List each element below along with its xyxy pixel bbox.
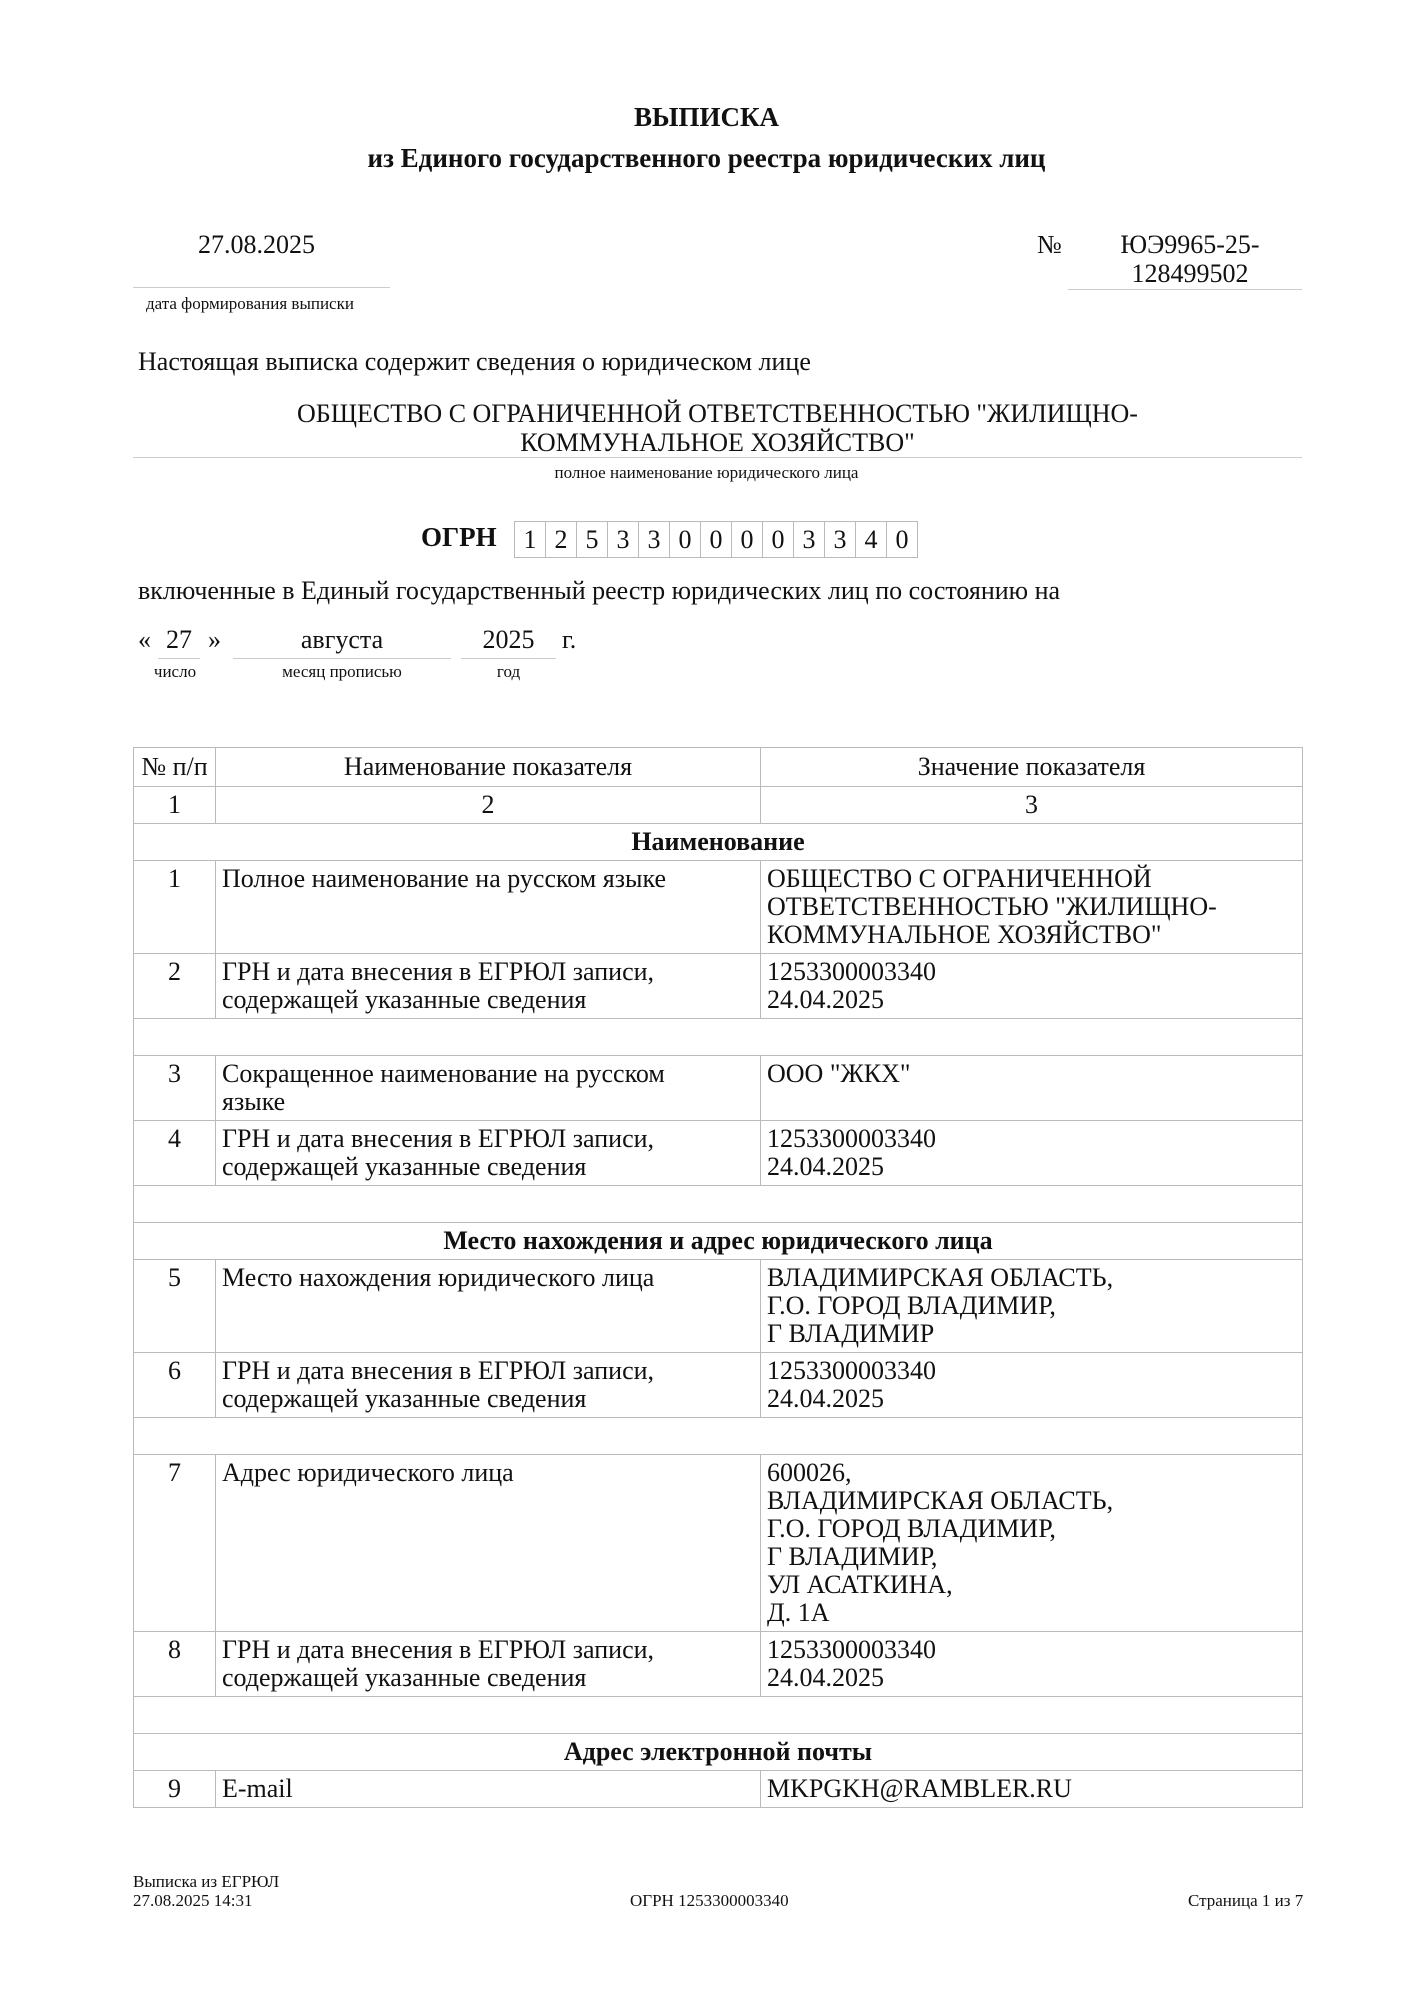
- month-underline: [233, 658, 451, 659]
- indicator-value: 1253300003340 24.04.2025: [761, 1632, 1303, 1697]
- table-row: [134, 1353, 1303, 1418]
- table-row: [134, 1260, 1303, 1353]
- header-num: № п/п: [134, 748, 216, 787]
- ogrn-digit: 5: [577, 522, 608, 557]
- row-number: 2: [134, 954, 216, 1019]
- date-close-quote: »: [208, 625, 221, 654]
- state-date-day: 27: [166, 625, 192, 654]
- indicator-value: ВЛАДИМИРСКАЯ ОБЛАСТЬ, Г.О. ГОРОД ВЛАДИМИР, Г ВЛАДИМИР: [761, 1260, 1303, 1353]
- year-caption: год: [496, 662, 521, 681]
- ogrn-digit: 1: [515, 522, 546, 557]
- indicator-value: 1253300003340 24.04.2025: [761, 1121, 1303, 1186]
- row-number: 3: [134, 1056, 216, 1121]
- table-row: [134, 1121, 1303, 1186]
- ogrn-digit-boxes: [514, 521, 918, 558]
- footer-doc-name: Выписка из ЕГРЮЛ: [133, 1872, 280, 1891]
- entity-full-name: ОБЩЕСТВО С ОГРАНИЧЕННОЙ ОТВЕТСТВЕННОСТЬЮ "ЖИЛИЩНО- КОММУНАЛЬНОЕ ХОЗЯЙСТВО": [297, 399, 1138, 457]
- indicator-value: 1253300003340 24.04.2025: [761, 954, 1303, 1019]
- formation-date-caption: дата формирования выписки: [146, 294, 354, 313]
- number-sign: №: [1037, 230, 1062, 259]
- row-number: 8: [134, 1632, 216, 1697]
- indicator-name: Место нахождения юридического лица: [216, 1260, 761, 1353]
- date-open-quote: «: [138, 625, 151, 654]
- section-row: [134, 1223, 1303, 1260]
- spacer-cell: [134, 1697, 1303, 1734]
- section-row: [134, 824, 1303, 861]
- ogrn-digit: 3: [825, 522, 856, 557]
- egrul-table: [133, 747, 1303, 1808]
- ogrn-digit: 0: [763, 522, 794, 557]
- formation-date: 27.08.2025: [198, 230, 315, 259]
- month-caption: месяц прописью: [282, 662, 402, 681]
- document-title: ВЫПИСКА: [633, 102, 780, 132]
- spacer-row: [134, 1186, 1303, 1223]
- year-underline: [461, 658, 556, 659]
- footer-page-number: Страница 1 из 7: [1188, 1891, 1304, 1910]
- intro-text: Настоящая выписка содержит сведения о юридическом лице: [138, 347, 811, 376]
- ogrn-digit: 3: [794, 522, 825, 557]
- column-number: 2: [216, 787, 761, 824]
- column-number: 1: [134, 787, 216, 824]
- spacer-row: [134, 1019, 1303, 1056]
- extract-number: ЮЭ9965-25- 128499502: [1120, 230, 1260, 288]
- entity-full-name-underline: [133, 457, 1302, 458]
- row-number: 4: [134, 1121, 216, 1186]
- included-text: включенные в Единый государственный реестр юридических лиц по состоянию на: [138, 576, 1061, 605]
- table-row: [134, 1056, 1303, 1121]
- section-row: [134, 1734, 1303, 1771]
- indicator-value: MKPGKH@RAMBLER.RU: [761, 1771, 1303, 1808]
- indicator-name: ГРН и дата внесения в ЕГРЮЛ записи, содержащей указанные сведения: [216, 1353, 761, 1418]
- row-number: 7: [134, 1455, 216, 1632]
- indicator-name: Сокращенное наименование на русском языке: [216, 1056, 761, 1121]
- table-row: [134, 954, 1303, 1019]
- indicator-name: ГРН и дата внесения в ЕГРЮЛ записи, содержащей указанные сведения: [216, 1121, 761, 1186]
- row-number: 9: [134, 1771, 216, 1808]
- section-title: Адрес электронной почты: [134, 1734, 1303, 1771]
- footer-ogrn: ОГРН 1253300003340: [630, 1891, 789, 1910]
- table-row: [134, 1632, 1303, 1697]
- indicator-value: ОБЩЕСТВО С ОГРАНИЧЕННОЙ ОТВЕТСТВЕННОСТЬЮ "ЖИЛИЩНО- КОММУНАЛЬНОЕ ХОЗЯЙСТВО": [761, 861, 1303, 954]
- row-number: 5: [134, 1260, 216, 1353]
- spacer-cell: [134, 1418, 1303, 1455]
- spacer-row: [134, 1697, 1303, 1734]
- indicator-value: 1253300003340 24.04.2025: [761, 1353, 1303, 1418]
- spacer-cell: [134, 1186, 1303, 1223]
- column-number-row: [134, 787, 1303, 824]
- day-underline: [158, 658, 200, 659]
- formation-date-underline: [133, 287, 390, 288]
- table-row: [134, 1771, 1303, 1808]
- section-title: Наименование: [134, 824, 1303, 861]
- indicator-value: ООО "ЖКХ": [761, 1056, 1303, 1121]
- indicator-name: E-mail: [216, 1771, 761, 1808]
- table-row: [134, 861, 1303, 954]
- ogrn-digit: 0: [732, 522, 763, 557]
- document-subtitle: из Единого государственного реестра юридических лиц: [367, 143, 1046, 173]
- footer-timestamp: 27.08.2025 14:31: [133, 1891, 253, 1910]
- spacer-cell: [134, 1019, 1303, 1056]
- ogrn-digit: 3: [608, 522, 639, 557]
- row-number: 1: [134, 861, 216, 954]
- header-value: Значение показателя: [761, 748, 1303, 787]
- entity-full-name-caption: полное наименование юридического лица: [554, 463, 859, 482]
- day-caption: число: [153, 662, 197, 681]
- header-indicator: Наименование показателя: [216, 748, 761, 787]
- table-row: [134, 1455, 1303, 1632]
- spacer-row: [134, 1418, 1303, 1455]
- ogrn-digit: 4: [856, 522, 887, 557]
- section-title: Место нахождения и адрес юридического лица: [134, 1223, 1303, 1260]
- ogrn-digit: 2: [546, 522, 577, 557]
- state-date-year-suffix: г.: [562, 625, 577, 654]
- column-number: 3: [761, 787, 1303, 824]
- indicator-name: Полное наименование на русском языке: [216, 861, 761, 954]
- indicator-name: ГРН и дата внесения в ЕГРЮЛ записи, содержащей указанные сведения: [216, 1632, 761, 1697]
- ogrn-digit: 3: [639, 522, 670, 557]
- state-date-year: 2025: [482, 625, 535, 654]
- row-number: 6: [134, 1353, 216, 1418]
- ogrn-digit: 0: [701, 522, 732, 557]
- indicator-name: ГРН и дата внесения в ЕГРЮЛ записи, содержащей указанные сведения: [216, 954, 761, 1019]
- state-date-month: августа: [300, 625, 384, 654]
- ogrn-digit: 0: [887, 522, 918, 557]
- extract-number-underline: [1068, 289, 1302, 290]
- ogrn-digit: 0: [670, 522, 701, 557]
- footer-left: [133, 1872, 279, 1910]
- table-header-row: [134, 748, 1303, 787]
- indicator-value: 600026, ВЛАДИМИРСКАЯ ОБЛАСТЬ, Г.О. ГОРОД ВЛАДИМИР, Г ВЛАДИМИР, УЛ АСАТКИНА, Д. 1А: [761, 1455, 1303, 1632]
- ogrn-label: ОГРН: [421, 522, 497, 552]
- indicator-name: Адрес юридического лица: [216, 1455, 761, 1632]
